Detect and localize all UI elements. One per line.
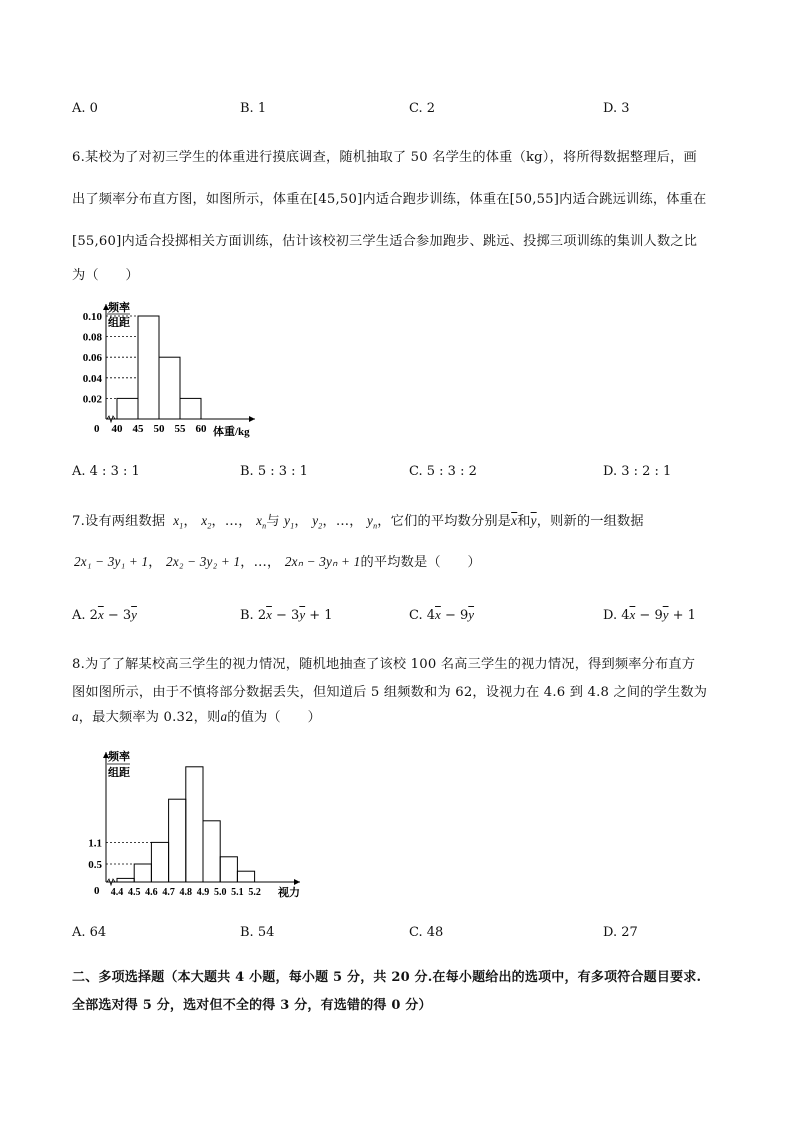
chart2-x-tick-label: 4.8 bbox=[179, 887, 193, 898]
chart1-y-tick-label: 0.02 bbox=[82, 393, 102, 406]
q7-ybar: $\overline{y}$ bbox=[530, 513, 537, 528]
chart2-ylabel-bottom: 组距 bbox=[108, 767, 130, 779]
chart2-ylabel-top: 频率 bbox=[108, 751, 130, 763]
chart2-bar bbox=[169, 799, 186, 882]
q6-option-a: A. 4 : 3 : 1 bbox=[72, 464, 140, 479]
chart1-bar bbox=[159, 357, 180, 419]
q7-yn: $y_n$ bbox=[367, 513, 378, 531]
q6-option-d: D. 3 : 2 : 1 bbox=[603, 464, 672, 479]
chart1-y-tick-label: 0.04 bbox=[82, 372, 102, 385]
q6-option-b: B. 5 : 3 : 1 bbox=[240, 464, 308, 479]
q7-tail: ，则新的一组数据 bbox=[536, 514, 644, 529]
chart1-x-tick-label: 40 bbox=[111, 423, 123, 435]
chart2-bar bbox=[117, 878, 134, 882]
q6-stem-line3: [55,60]内适合投掷相关方面训练，估计该校初三学生适合参加跑步、跳远、投掷三项训练的集训人数之比 bbox=[72, 234, 698, 249]
q7-stem-line2: 2x₁ − 3y₁ + 1， 2x₂ − 3y₂ + 1，…， 2xₙ − 3yₙ + 1的平均数是（ ） bbox=[74, 554, 481, 570]
chart1-bar bbox=[138, 316, 159, 419]
chart2-y-tick-label: 1.1 bbox=[88, 837, 102, 850]
q5-option-d: D. 3 bbox=[603, 101, 630, 116]
chart2-x-tick-label: 5.1 bbox=[231, 887, 244, 898]
q5-option-a: A. 0 bbox=[72, 101, 98, 116]
q7-expr2: 2x₂ − 3y₂ + 1 bbox=[166, 554, 241, 569]
chart2-x-tick-label: 4.7 bbox=[162, 887, 175, 898]
q5-option-b: B. 1 bbox=[240, 101, 267, 116]
q7-option-d: D. $4\overline{x} - 9\overline{y} + 1$ bbox=[603, 607, 696, 623]
chart1-y-tick-label: 0.06 bbox=[82, 352, 102, 365]
chart1-ylabel-bottom: 组距 bbox=[108, 317, 130, 329]
q7-y1: $y_1$ bbox=[284, 513, 295, 531]
q7-option-a: A. $2\overline{x} - 3\overline{y}$ bbox=[72, 607, 137, 623]
q7-xbar: $\overline{x}$ bbox=[511, 513, 518, 528]
chart1-x-tick-label: 60 bbox=[195, 423, 207, 435]
chart1-bar bbox=[117, 398, 138, 419]
q8-stem-line2: 图如图所示，由于不慎将部分数据丢失，但知道后 5 组频数和为 62，设视力在 4.6 到 4.8 之间的学生数为 bbox=[72, 685, 708, 700]
chart2-x-tick-label: 4.4 bbox=[110, 887, 124, 898]
q6-option-c: C. 5 : 3 : 2 bbox=[409, 464, 477, 479]
chart1-xlabel: 体重/kg bbox=[213, 426, 250, 438]
chart1-y-tick-label: 0.08 bbox=[82, 331, 102, 344]
q7-expr1: 2x₁ − 3y₁ + 1 bbox=[74, 554, 149, 569]
q8-option-d: D. 27 bbox=[603, 925, 638, 940]
q7-xn: $x_n$ bbox=[256, 513, 267, 531]
chart2-x-tick-label: 4.6 bbox=[145, 887, 158, 898]
chart1-ylabel-top: 频率 bbox=[108, 302, 130, 314]
chart1-y-tick-label: 0.10 bbox=[82, 311, 102, 323]
chart2-bar bbox=[186, 767, 203, 882]
q8-histogram bbox=[70, 744, 310, 902]
q6-stem-line1: 6.某校为了对初三学生的体重进行摸底调查，随机抽取了 50 名学生的体重（kg），将所得数据整理后，画 bbox=[72, 150, 697, 165]
q7-x1: $x_1$ bbox=[173, 513, 184, 531]
q7-ask: 的平均数是（ ） bbox=[360, 555, 481, 570]
section-2-line1: 二、多项选择题（本大题共 4 小题，每小题 5 分，共 20 分.在每小题给出的选项中，有多项符合题目要求. bbox=[72, 970, 702, 985]
q6-stem-line4: 为（ ） bbox=[72, 268, 139, 283]
chart1-x-tick-label: 50 bbox=[153, 423, 165, 435]
chart2-bar bbox=[237, 871, 254, 882]
chart2-x-tick-label: 4.9 bbox=[196, 887, 210, 898]
q7-option-b: B. $2\overline{x} - 3\overline{y} + 1$ bbox=[240, 607, 333, 623]
chart2-x-tick-label: 4.5 bbox=[127, 887, 141, 898]
q8-stem-line3: a，最大频率为 0.32，则a的值为（ ） bbox=[72, 709, 321, 725]
chart1-origin: 0 bbox=[94, 423, 100, 435]
chart2-x-axis-arrow bbox=[294, 879, 300, 885]
q8-stem-line1: 8.为了了解某校高三学生的视力情况，随机地抽查了该校 100 名高三学生的视力情况，得到频率分布直方 bbox=[72, 657, 696, 672]
chart2-bar bbox=[134, 864, 151, 882]
section-2-line2: 全部选对得 5 分，选对但不全的得 3 分，有选错的得 0 分） bbox=[72, 998, 432, 1013]
chart2-bar bbox=[203, 821, 220, 882]
chart1-bar bbox=[180, 398, 201, 419]
q7-intro: 7.设有两组数据 bbox=[72, 514, 166, 529]
q7-x2: $x_2$ bbox=[201, 513, 212, 531]
q6-histogram bbox=[70, 296, 270, 438]
q7-expr3: 2xₙ − 3yₙ + 1 bbox=[284, 554, 361, 569]
chart2-xlabel: 视力 bbox=[278, 887, 300, 899]
q7-stem-line1: 7.设有两组数据 $x_1$， $x_2$，…， $x_n$与 $y_1$， $y_2$，…， $y_n$，它们的平均数分别是$\overline{x}$和$\overline{y}$，则新的一组数据 bbox=[72, 513, 644, 531]
q5-option-c: C. 2 bbox=[409, 101, 436, 116]
chart1-x-axis-arrow bbox=[249, 416, 255, 422]
chart1-x-tick-label: 45 bbox=[132, 423, 144, 435]
q6-stem-line2: 出了频率分布直方图，如图所示，体重在[45,50]内适合跑步训练，体重在[50,55]内适合跳远训练，体重在 bbox=[72, 192, 707, 207]
q7-y2: $y_2$ bbox=[312, 513, 323, 531]
chart2-bar bbox=[220, 857, 237, 882]
q8-option-a: A. 64 bbox=[72, 925, 107, 940]
chart2-bar bbox=[151, 842, 168, 882]
q8-option-c: C. 48 bbox=[409, 925, 444, 940]
chart1-x-tick-label: 55 bbox=[174, 423, 186, 435]
q7-mid: ，它们的平均数分别是 bbox=[377, 514, 512, 529]
chart2-y-tick-label: 0.5 bbox=[88, 859, 102, 871]
chart2-x-tick-label: 5.2 bbox=[248, 887, 261, 898]
q8-option-b: B. 54 bbox=[240, 925, 275, 940]
chart2-origin: 0 bbox=[94, 885, 100, 897]
chart2-x-tick-label: 5.0 bbox=[213, 887, 227, 898]
q7-option-c: C. $4\overline{x} - 9\overline{y}$ bbox=[409, 607, 475, 623]
